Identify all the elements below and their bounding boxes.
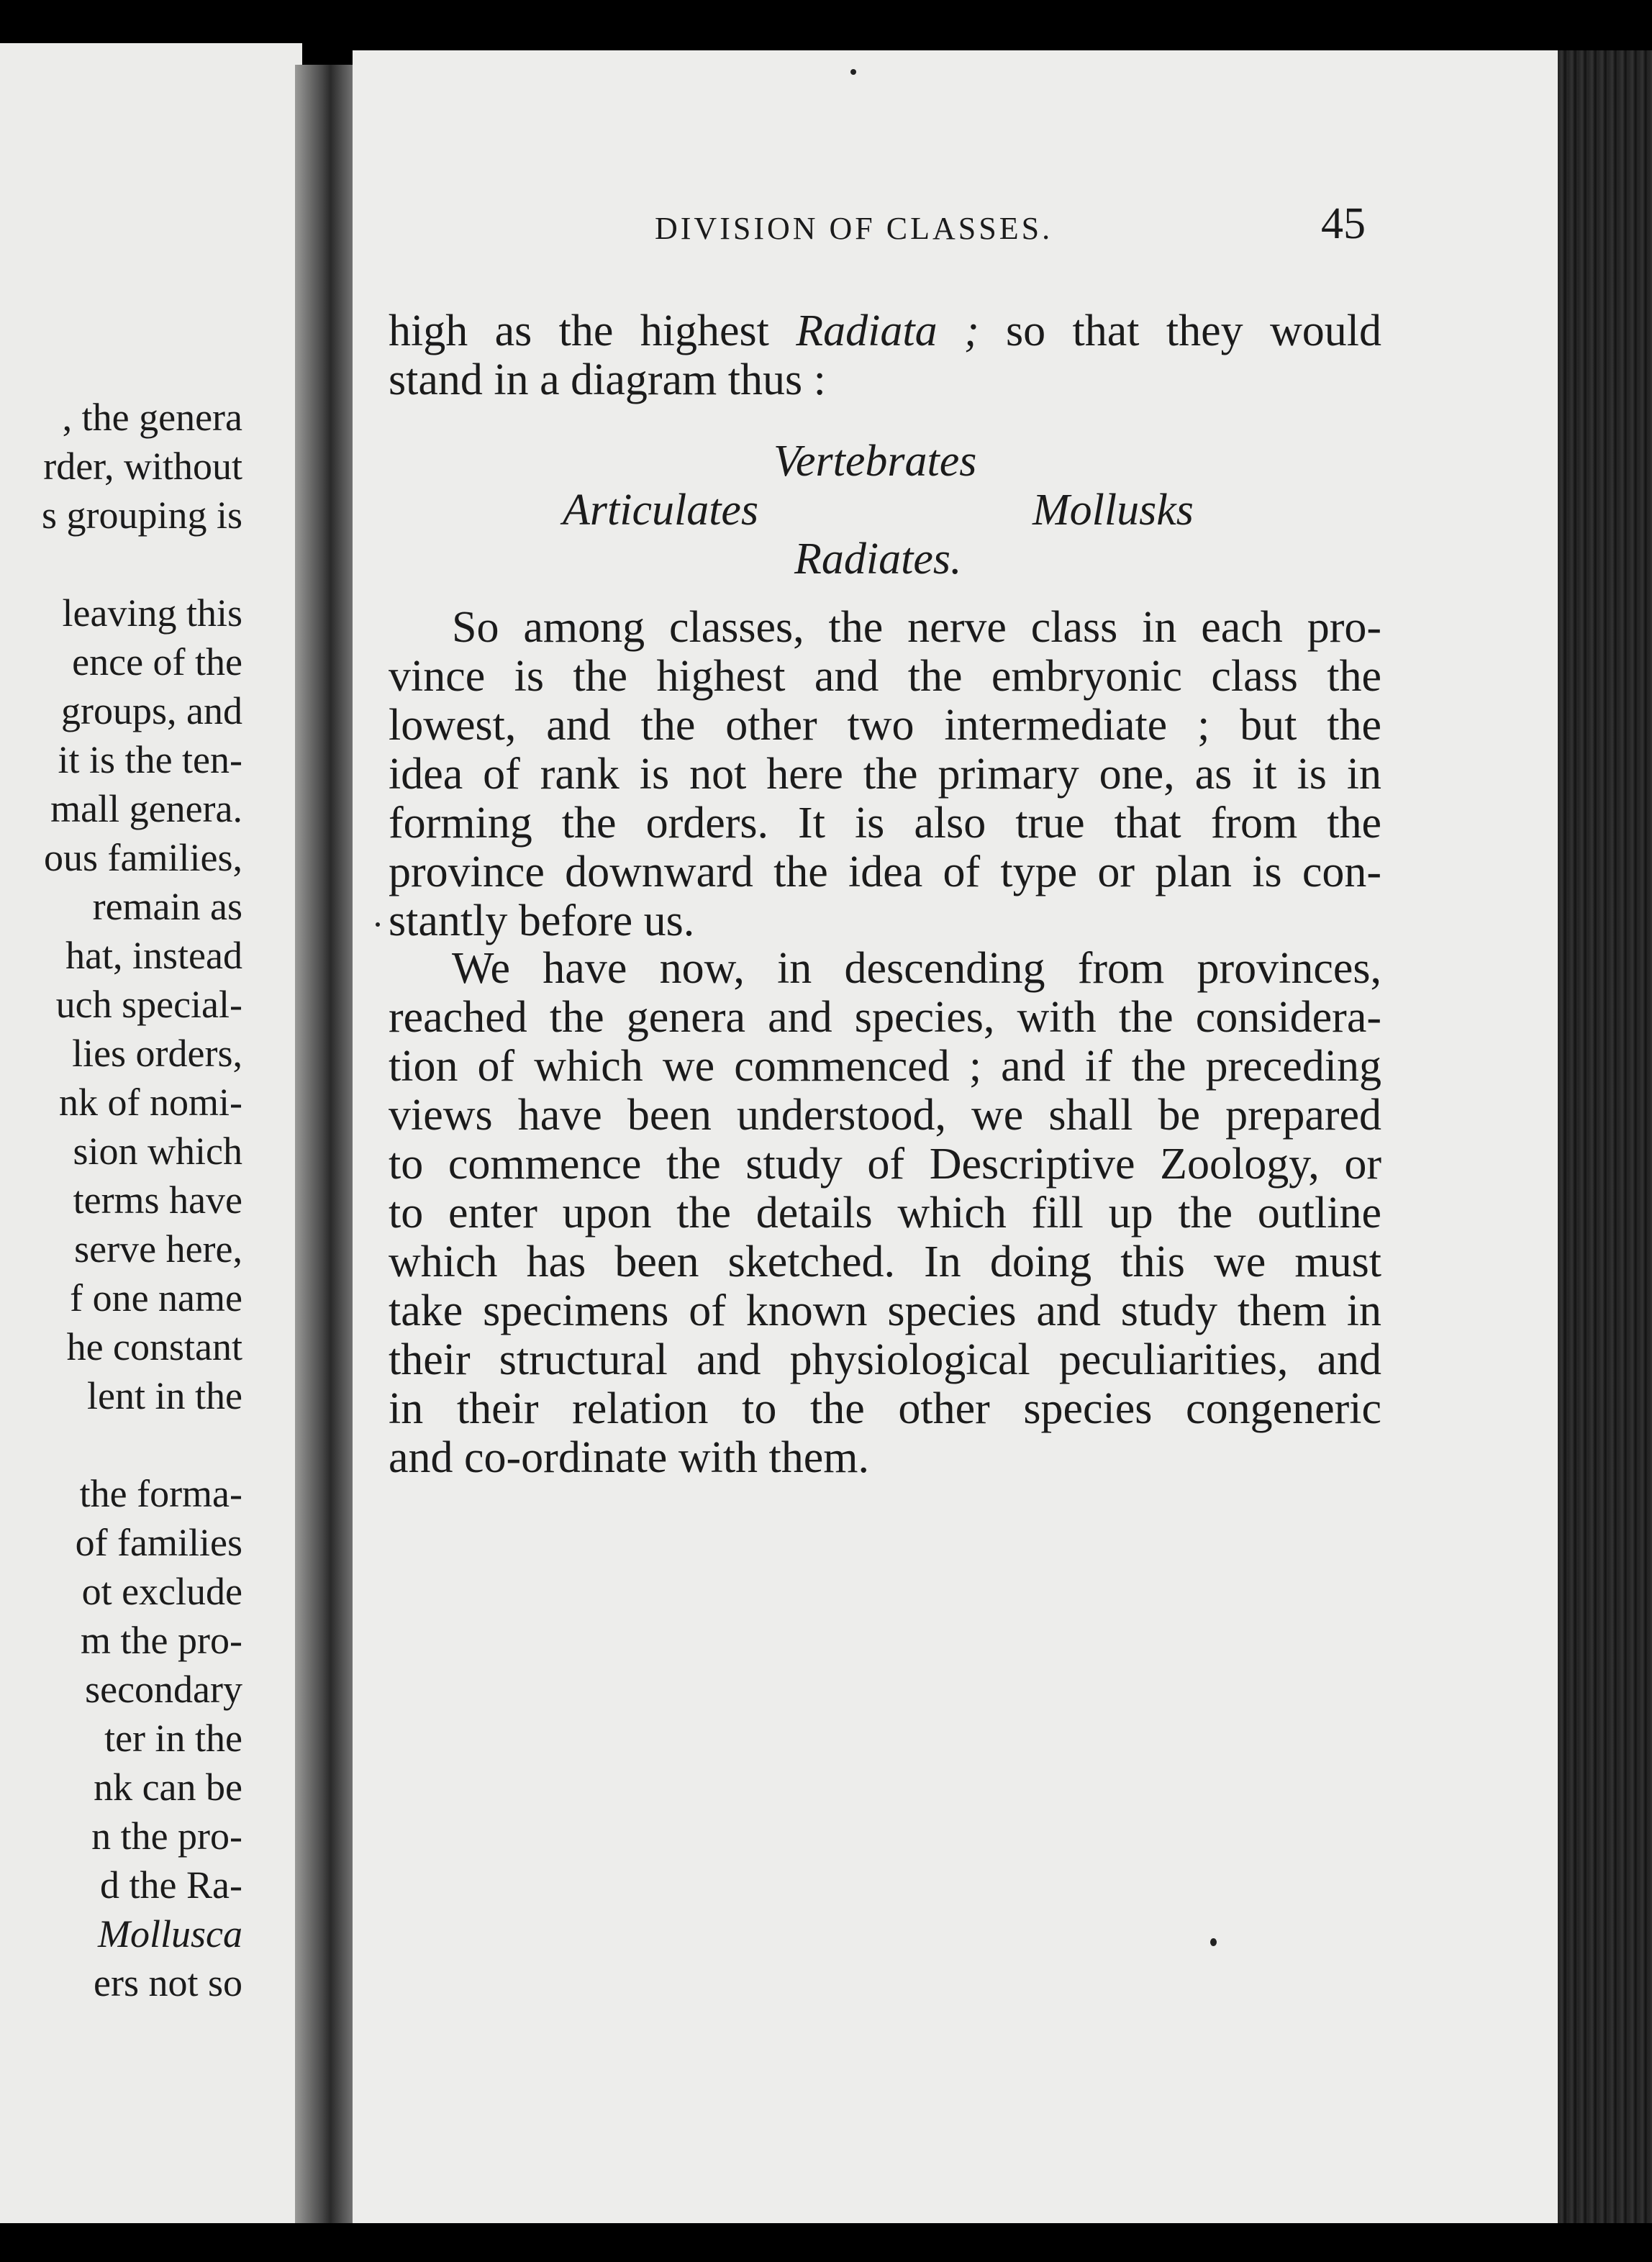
left-page-line: ers not so: [94, 1961, 242, 2004]
page-number: 45: [1321, 199, 1366, 248]
left-page-line: groups, and: [61, 689, 242, 732]
left-page-line: ence of the: [72, 640, 242, 683]
diagram-left-articulates: Articulates: [563, 486, 759, 535]
left-page-line: the forma-: [79, 1472, 242, 1515]
left-page-line: serve here,: [74, 1227, 242, 1271]
left-page-line: d the Ra-: [100, 1863, 242, 1907]
intro-line-1: [389, 306, 1381, 355]
paragraph2-line: We have now, in descending from provinces,: [452, 944, 1381, 993]
print-speck: [850, 69, 856, 75]
left-page-line: secondary: [85, 1668, 242, 1711]
left-page-line: remain as: [92, 885, 242, 928]
intro-line-2: stand in a diagram thus :: [389, 355, 826, 404]
left-page-line: s grouping is: [41, 494, 242, 537]
intro-text: high as the highest: [389, 306, 796, 355]
paragraph2-line: and co-ordinate with them.: [389, 1433, 870, 1482]
left-page-line: lent in the: [87, 1374, 242, 1417]
paragraph1-line: stantly before us.: [389, 896, 695, 945]
print-speck: [1210, 1938, 1217, 1946]
left-page-line: ot exclude: [81, 1570, 242, 1613]
paragraph1-line: province downward the idea of type or plan is con-: [389, 848, 1381, 896]
left-page-line: ter in the: [104, 1717, 242, 1760]
left-page-line: n the pro-: [91, 1814, 242, 1858]
left-page-line: rder, without: [43, 445, 242, 488]
left-page-line: nk of nomi-: [59, 1081, 242, 1124]
left-page-line: it is the ten-: [58, 738, 242, 781]
paragraph2-line: reached the genera and species, with the considera-: [389, 993, 1381, 1042]
left-page-line: m the pro-: [81, 1619, 242, 1662]
left-page-line: hat, instead: [65, 934, 242, 977]
paragraph2-line: to enter upon the details which fill up the outline: [389, 1189, 1381, 1237]
left-page-line: sion which: [73, 1130, 242, 1173]
left-page: [0, 43, 302, 2223]
paragraph2-line: tion of which we commenced ; and if the preceding: [389, 1042, 1381, 1091]
left-page-line: lies orders,: [72, 1032, 242, 1075]
paragraph2-line: which has been sketched. In doing this we must: [389, 1237, 1381, 1286]
running-head: DIVISION OF CLASSES.: [655, 211, 1053, 246]
book-gutter: [295, 65, 354, 2223]
paragraph2-line: take specimens of known species and study them in: [389, 1286, 1381, 1335]
left-page-line: mall genera.: [50, 787, 242, 830]
paragraph2-line: in their relation to the other species congeneric: [389, 1384, 1381, 1433]
page-edges: [1558, 50, 1652, 2223]
diagram-top-vertebrates: Vertebrates: [773, 437, 977, 486]
paragraph2-line: to commence the study of Descriptive Zoology, or: [389, 1140, 1381, 1189]
paragraph1-line: vince is the highest and the embryonic class the: [389, 652, 1381, 701]
print-speck: [376, 922, 380, 927]
intro-text: so that they would: [979, 306, 1381, 355]
left-page-line: leaving this: [62, 591, 242, 635]
diagram-bottom-radiates: Radiates.: [794, 535, 962, 583]
left-page-line: terms have: [73, 1178, 242, 1222]
paragraph2-line: views have been understood, we shall be prepared: [389, 1091, 1381, 1140]
left-page-line: ous families,: [44, 836, 242, 879]
left-page-line: of families: [75, 1521, 242, 1564]
radiata-term: Radiata ;: [796, 306, 979, 355]
paragraph1-line: So among classes, the nerve class in each pro-: [452, 603, 1381, 652]
left-page-line: he constant: [66, 1325, 242, 1368]
left-page-line: f one name: [70, 1276, 242, 1320]
paragraph1-line: lowest, and the other two intermediate ; but the: [389, 701, 1381, 750]
paragraph1-line: idea of rank is not here the primary one, as it is in: [389, 750, 1381, 799]
left-page-line: , the genera: [62, 396, 242, 439]
left-page-line: uch special-: [55, 983, 242, 1026]
diagram-right-mollusks: Mollusks: [1032, 486, 1194, 535]
left-page-line: nk can be: [94, 1766, 242, 1809]
paragraph1-line: forming the orders. It is also true that from the: [389, 799, 1381, 848]
paragraph2-line: their structural and physiological peculiarities, and: [389, 1335, 1381, 1384]
left-page-line: Mollusca: [98, 1912, 242, 1956]
